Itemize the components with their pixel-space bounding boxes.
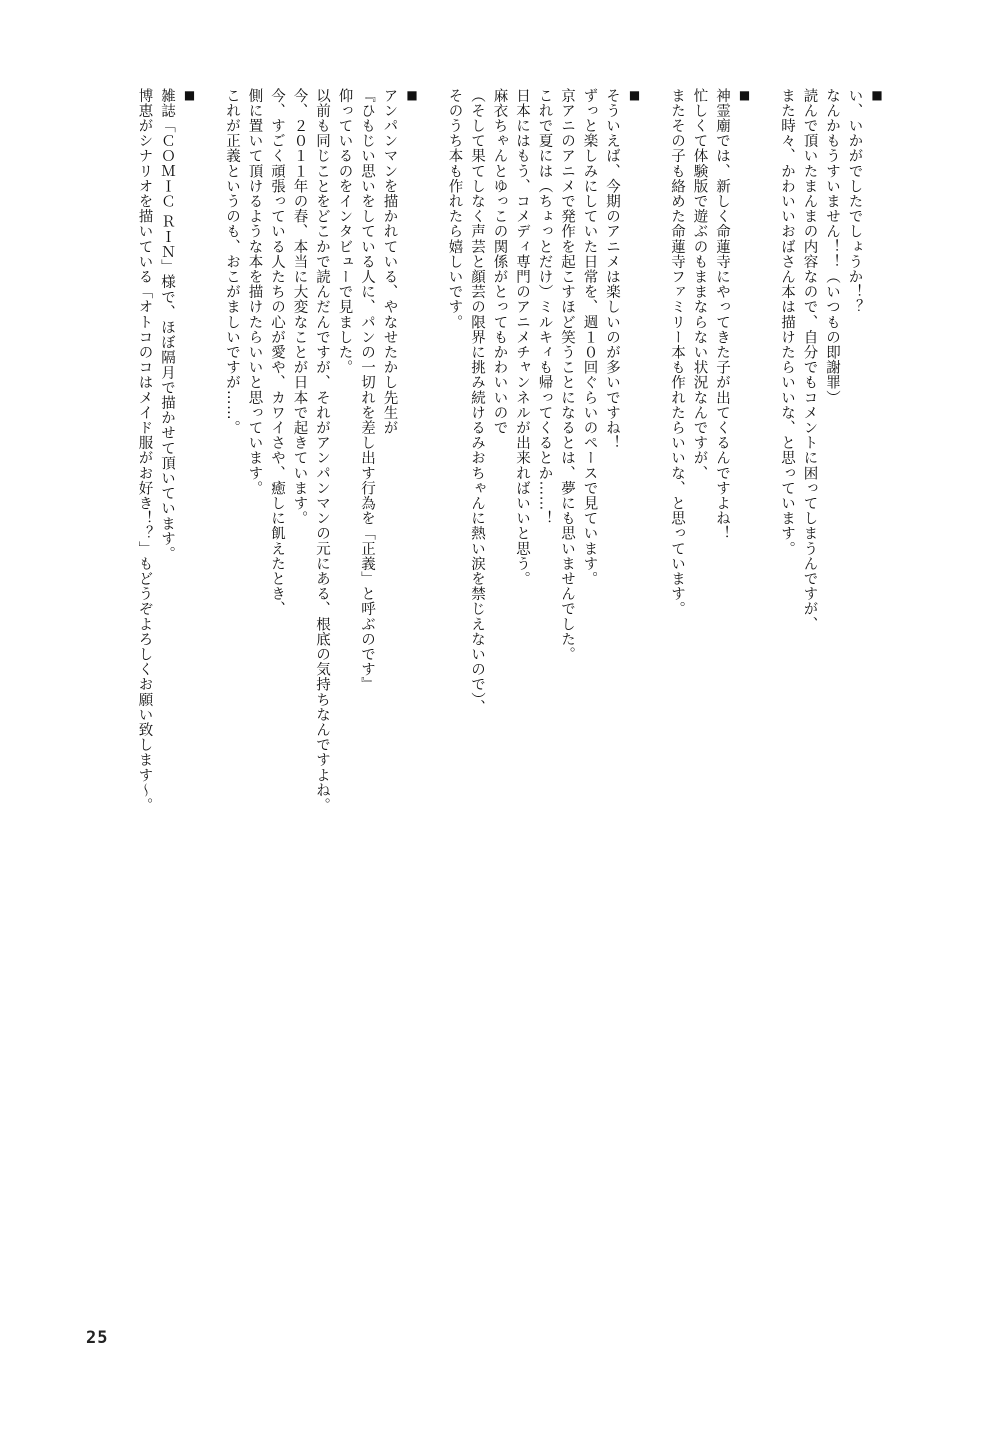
- section-3: [443, 88, 646, 828]
- section-marker: ■: [737, 88, 752, 103]
- afterword-text: [98, 88, 888, 828]
- text-line: 今、２０１１年の春、本当に大変なことが日本で起きています。: [291, 88, 308, 526]
- text-line: またその子も絡めた命蓮寺ファミリー本も作れたらいいな、と思っています。: [669, 88, 685, 617]
- text-line: 京アニのアニメで発作を起こすほど笑うことになるとは、夢にも思いませんでした。: [559, 88, 575, 662]
- text-line: なんかもうすいません！！（いつもの即謝罪）: [824, 88, 840, 406]
- text-line: 忙しくて体験版で遊ぶのもままならない状況なんですが、: [691, 88, 708, 481]
- text-line: 側に置いて頂けるような本を描けたらいいと思っています。: [246, 88, 263, 496]
- section-1: [776, 88, 889, 828]
- text-line: これで夏には（ちょっとだけ）ミルキィも帰ってくるとか……！: [536, 88, 553, 526]
- text-line: ずっと楽しみにしていた日常を、週１０回ぐらいのペースで見ています。: [581, 88, 598, 587]
- text-line: 博恵がシナリオを描いている「オトコのコはメイド服がお好き！？」もどうぞよろしくお願い致します～。: [136, 88, 153, 813]
- section-4: [221, 88, 424, 828]
- section-marker: ■: [627, 88, 642, 103]
- text-line: 今、すごく頑張っている人たちの心が愛や、カワイさや、癒しに飢えたとき、: [269, 88, 285, 617]
- section-2: [666, 88, 756, 828]
- text-line: そのうち本も作れたら嬉しいです。: [446, 88, 463, 330]
- text-line: 『ひもじい思いをしている人に、パンの一切れを差し出す行為を「正義」と呼ぶのです』: [359, 88, 375, 692]
- section-marker: ■: [405, 88, 419, 103]
- text-line: い、いかがでしたでしょうか！？: [846, 88, 863, 315]
- text-line: 以前も同じことをどこかで読んだんですが、それがアンパンマンの元にある、根底の気持ちなんですよね。: [314, 88, 330, 813]
- page-number: 25: [86, 1328, 109, 1348]
- text-line: （そして果てしなく声芸と顔芸の限界に挑み続けるみおちゃんに熱い涙を禁じえないので）、: [469, 88, 485, 715]
- text-line: 雑誌「ＣＯＭＩＣ ＲＩＮ」様で、ほぼ隔月で描かせて頂いています。: [159, 88, 175, 562]
- text-line: 仰っているのをインタビューで見ました。: [336, 88, 353, 375]
- text-line: これが正義というのも、おこがましいですが……。: [224, 88, 240, 436]
- section-5: [133, 88, 201, 828]
- text-line: 読んで頂いたまんまの内容なので、自分でもコメントに困ってしまうんですが、: [801, 88, 818, 632]
- text-line: アンパンマンを描かれている、やなせたかし先生が: [381, 88, 398, 436]
- text-line: 麻衣ちゃんとゆっこの関係がとってもかわいいので: [491, 88, 508, 436]
- section-marker: ■: [182, 88, 197, 103]
- text-line: そういえば、今期のアニメは楽しいのが多いですね！: [604, 88, 620, 451]
- text-line: また時々、かわいいおばさん本は描けたらいいな、と思っています。: [779, 88, 795, 557]
- section-marker: ■: [870, 88, 884, 103]
- text-line: 日本にはもう、コメディ専門のアニメチャンネルが出来ればいいと思う。: [514, 88, 530, 587]
- text-line: 神霊廟では、新しく命蓮寺にやってきた子が出てくるんですよね！: [714, 88, 730, 541]
